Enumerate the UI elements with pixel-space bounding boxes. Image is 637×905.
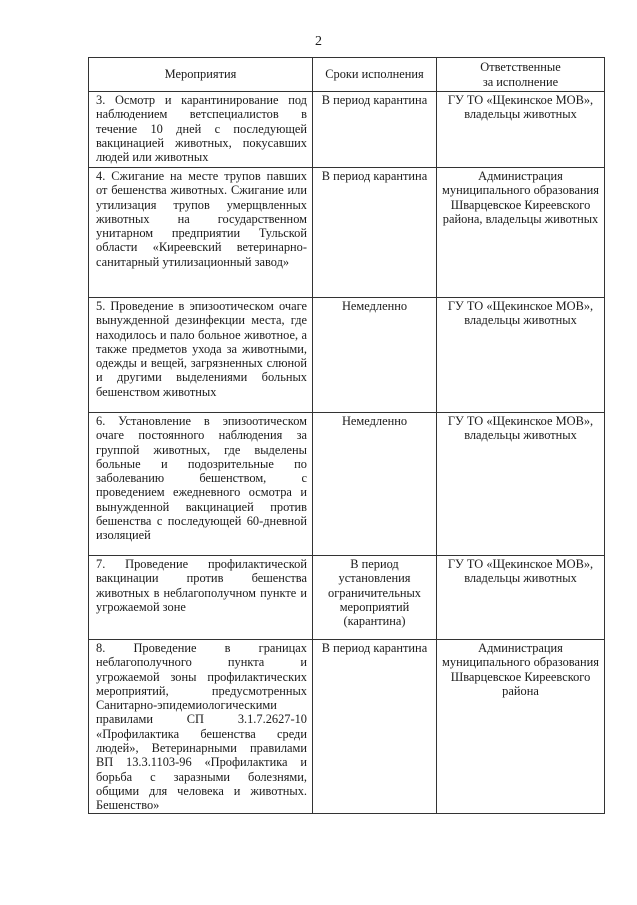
measures-table: [88, 57, 605, 814]
header-responsible: [437, 58, 605, 92]
event-cell: 4. Сжигание на месте трупов павших от бешенства животных. Сжигание или утилизация трупов умерщвленных животных на государственном унитарном предприятии Тульской области «Киреевский ветеринарно-санитарный утилизационный завод»: [89, 168, 313, 298]
header-terms: Сроки исполнения: [313, 58, 437, 92]
table-row: [89, 92, 605, 168]
table-header-row: [89, 58, 605, 92]
header-events: Мероприятия: [89, 58, 313, 92]
table-row: [89, 556, 605, 640]
event-cell: 8. Проведение в границах неблагополучного пункта и угрожаемой зоны профилактических мероприятий, предусмотренных Санитарно-эпидемиологическими правилами СП 3.1.7.2627-10 «Профилактика бешенства среди людей», Ветеринарными правилами ВП 13.3.1103-96 «Профилактика и борьба с заразными болезнями, общими для человека и животных. Бешенство»: [89, 640, 313, 814]
table-row: [89, 168, 605, 298]
header-responsible-line1: Ответственные: [480, 60, 561, 75]
event-cell: 6. Установление в эпизоотическом очаге постоянного наблюдения за группой животных, где выделены больные и подозрительные по заболеванию бешенством, с проведением ежедневного осмотра и вынужденной вакцинацией против бешенства с последующей 60-дневной изоляцией: [89, 413, 313, 556]
term-cell: В период карантина: [313, 92, 437, 168]
responsible-cell: ГУ ТО «Щекинское МОВ», владельцы животных: [437, 556, 605, 640]
responsible-cell: ГУ ТО «Щекинское МОВ», владельцы животных: [437, 413, 605, 556]
term-cell: В период карантина: [313, 168, 437, 298]
table-row: [89, 298, 605, 413]
event-cell: 7. Проведение профилактической вакцинации против бешенства животных в неблагополучном пункте и угрожаемой зоне: [89, 556, 313, 640]
term-cell: В период карантина: [313, 640, 437, 814]
page-number: 2: [315, 34, 322, 49]
responsible-cell: Администрация муниципального образования Шварцевское Киреевского района: [437, 640, 605, 814]
event-cell: 5. Проведение в эпизоотическом очаге вынужденной дезинфекции места, где находилось и пало больное животное, а также предметов ухода за животными, одежды и вещей, загрязненных слюной и другими выделениями больных бешенством животных: [89, 298, 313, 413]
table-row: [89, 640, 605, 814]
responsible-cell: Администрация муниципального образования Шварцевское Киреевского района, владельцы животных: [437, 168, 605, 298]
responsible-cell: ГУ ТО «Щекинское МОВ», владельцы животных: [437, 298, 605, 413]
term-cell: Немедленно: [313, 298, 437, 413]
term-cell: Немедленно: [313, 413, 437, 556]
table-row: [89, 413, 605, 556]
term-cell: В период установления ограничительных мероприятий (карантина): [313, 556, 437, 640]
header-responsible-line2: за исполнение: [482, 74, 559, 89]
event-cell: 3. Осмотр и карантинирование под наблюдением ветспециалистов в течение 10 дней с последующей вакцинацией животных, покусавших людей или животных: [89, 92, 313, 168]
responsible-cell: ГУ ТО «Щекинское МОВ», владельцы животных: [437, 92, 605, 168]
